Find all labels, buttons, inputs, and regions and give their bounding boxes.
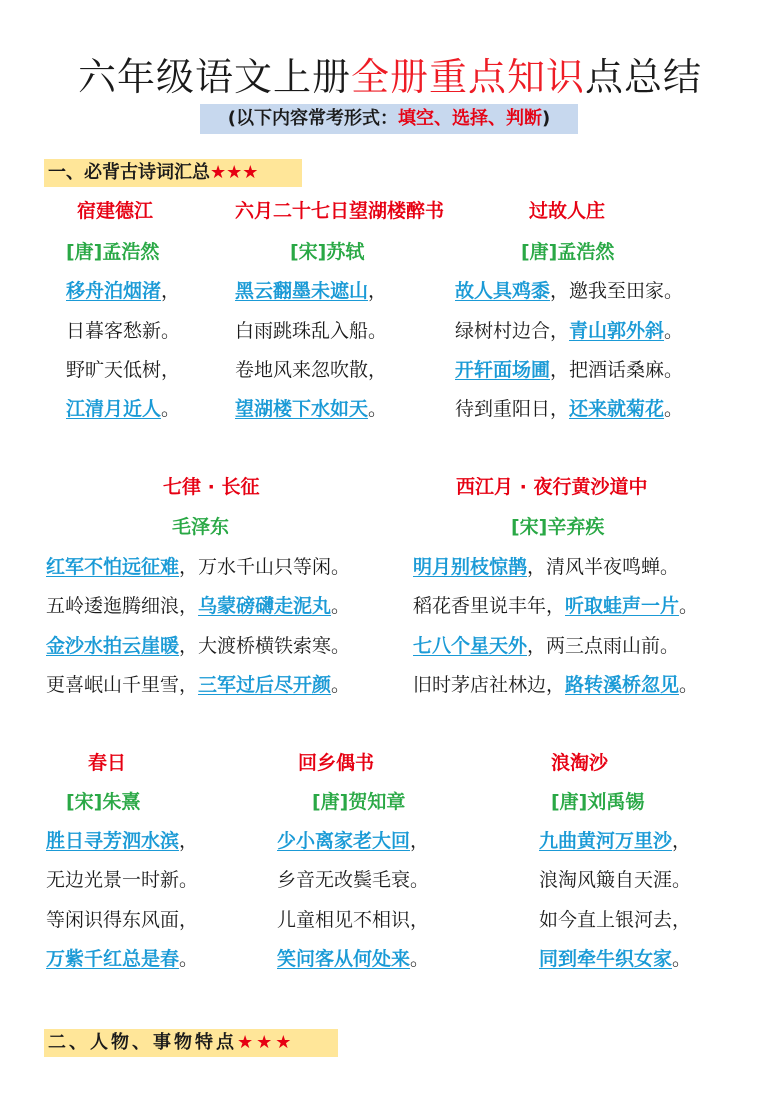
key-verse: 路转溪桥忽见 <box>565 674 680 696</box>
verse-text: 白雨跳珠乱入船。 <box>235 320 388 342</box>
key-verse: 黑云翻墨未遮山 <box>235 280 369 302</box>
verse-text: ，万水千山只等闲。 <box>179 556 351 578</box>
verse-text: 无边光景一时新。 <box>46 869 199 891</box>
poem-line <box>539 905 691 932</box>
poem-line <box>277 826 429 853</box>
poem-line <box>235 355 387 382</box>
key-verse: 江清月近人 <box>66 398 162 420</box>
key-verse: 青山郭外斜 <box>569 320 665 342</box>
title-part2: 点总结 <box>585 55 703 99</box>
verse-text: 野旷天低树， <box>66 359 181 381</box>
section-heading-text: 二、人物、事物特点 <box>48 1032 237 1053</box>
verse-text: 。 <box>679 595 699 617</box>
section-heading-text: 一、必背古诗词汇总 <box>48 162 210 183</box>
key-verse: 明月别枝惊鹊 <box>413 556 528 578</box>
subtitle-suffix: ) <box>542 108 551 129</box>
section-heading-characteristics <box>44 1029 338 1057</box>
poem-line <box>46 631 350 658</box>
verse-text: 待到重阳日， <box>455 398 570 420</box>
poem-line <box>455 276 683 303</box>
verse-text: 。 <box>679 674 699 696</box>
verse-text: 。 <box>368 398 388 420</box>
verse-text: 更喜岷山千里雪， <box>46 674 199 696</box>
key-verse: 还来就菊花 <box>569 398 665 420</box>
verse-text: 绿树村边合， <box>455 320 570 342</box>
key-verse: 少小离家老大回 <box>277 830 411 852</box>
poem-line <box>413 552 679 579</box>
key-verse: 移舟泊烟渚 <box>66 280 162 302</box>
poem-line <box>413 670 698 697</box>
poem-line <box>455 394 683 421</box>
poem-line <box>277 944 429 971</box>
key-verse: 望湖楼下水如天 <box>235 398 369 420</box>
verse-text: 等闲识得东风面， <box>46 909 199 931</box>
poem-title: 回乡偶书 <box>298 752 375 774</box>
key-verse: 胜日寻芳泗水滨 <box>46 830 180 852</box>
poem-line <box>46 905 198 932</box>
verse-text: ，大渡桥横铁索寒。 <box>179 635 351 657</box>
poem-line <box>66 394 180 421</box>
verse-text: ，两三点雨山前。 <box>527 635 680 657</box>
poem-title: 春日 <box>88 752 127 774</box>
poem-line <box>235 316 387 343</box>
poem-title: 浪淘沙 <box>551 752 609 774</box>
poem-line <box>539 944 691 971</box>
verse-text: 旧时茅店社林边， <box>413 674 566 696</box>
key-verse: 三军过后尽开颜 <box>198 674 332 696</box>
page-title <box>0 52 780 102</box>
poem-author: [唐]孟浩然 <box>66 241 160 263</box>
poem-author: [宋]辛弃疾 <box>511 516 605 538</box>
verse-text: 儿童相见不相识， <box>277 909 430 931</box>
verse-text: 。 <box>179 948 199 970</box>
poem-line <box>46 944 198 971</box>
section-stars: ★★★ <box>237 1032 295 1053</box>
verse-text: 。 <box>161 398 181 420</box>
verse-text: 五岭逶迤腾细浪， <box>46 595 199 617</box>
key-verse: 故人具鸡黍 <box>455 280 551 302</box>
poem-title: 过故人庄 <box>529 200 606 222</box>
poem-line <box>46 591 350 618</box>
poem-line <box>235 394 387 421</box>
key-verse: 红军不怕远征难 <box>46 556 180 578</box>
verse-text: 浪淘风簸自天涯。 <box>539 869 692 891</box>
verse-text: 卷地风来忽吹散， <box>235 359 388 381</box>
verse-text: ，邀我至田家。 <box>550 280 684 302</box>
key-verse: 乌蒙磅礴走泥丸 <box>198 595 332 617</box>
poem-line <box>235 276 387 303</box>
poem-line <box>455 355 683 382</box>
poem-line <box>539 826 691 853</box>
key-verse: 万紫千红总是春 <box>46 948 180 970</box>
verse-text: ，把酒话桑麻。 <box>550 359 684 381</box>
poem-line <box>66 276 180 303</box>
poem-author: [唐]贺知章 <box>312 791 406 813</box>
verse-text: 如今直上银河去， <box>539 909 692 931</box>
key-verse: 笑问客从何处来 <box>277 948 411 970</box>
key-verse: 开轩面场圃 <box>455 359 551 381</box>
verse-text: ， <box>672 830 692 852</box>
subtitle-prefix: (以下内容常考形式： <box>227 108 398 129</box>
verse-text: 。 <box>331 674 351 696</box>
verse-text: 乡音无改鬓毛衰。 <box>277 869 430 891</box>
poem-line <box>66 316 180 343</box>
verse-text: 日暮客愁新。 <box>66 320 181 342</box>
key-verse: 听取蛙声一片 <box>565 595 680 617</box>
verse-text: 。 <box>664 398 684 420</box>
poem-line <box>455 316 683 343</box>
poem-title: 西江月 · 夜行黄沙道中 <box>456 476 648 498</box>
poem-line <box>413 591 698 618</box>
verse-text: 。 <box>664 320 684 342</box>
poem-line <box>46 826 198 853</box>
section-stars: ★★★ <box>210 162 259 183</box>
key-verse: 七八个星天外 <box>413 635 528 657</box>
verse-text: 。 <box>331 595 351 617</box>
poem-title: 七律 · 长征 <box>163 476 260 498</box>
verse-text: ， <box>179 830 199 852</box>
poem-line <box>46 865 198 892</box>
poem-title: 宿建德江 <box>77 200 154 222</box>
verse-text: ， <box>410 830 430 852</box>
verse-text: 。 <box>410 948 430 970</box>
key-verse: 九曲黄河万里沙 <box>539 830 673 852</box>
poem-line <box>66 355 180 382</box>
poem-author: [唐]刘禹锡 <box>551 791 645 813</box>
poem-author: [唐]孟浩然 <box>521 241 615 263</box>
poem-author: [宋]苏轼 <box>290 241 365 263</box>
exam-forms-subtitle <box>200 104 578 134</box>
key-verse: 金沙水拍云崖暖 <box>46 635 180 657</box>
verse-text: ，清风半夜鸣蝉。 <box>527 556 680 578</box>
poem-line <box>277 905 429 932</box>
verse-text: ， <box>161 280 181 302</box>
poem-line <box>413 631 679 658</box>
poem-line <box>46 670 350 697</box>
poem-title: 六月二十七日望湖楼醉书 <box>235 200 445 222</box>
section-heading-poems <box>44 159 302 187</box>
title-highlight: 全册重点知识 <box>350 55 585 99</box>
subtitle-forms: 填空、选择、判断 <box>398 108 542 129</box>
poem-author: 毛泽东 <box>172 516 230 538</box>
title-part1: 六年级语文上册 <box>77 55 351 99</box>
poem-line <box>277 865 429 892</box>
verse-text: 。 <box>672 948 692 970</box>
poem-line <box>46 552 350 579</box>
key-verse: 同到牵牛织女家 <box>539 948 673 970</box>
poem-author: [宋]朱熹 <box>66 791 141 813</box>
verse-text: ， <box>368 280 388 302</box>
verse-text: 稻花香里说丰年， <box>413 595 566 617</box>
poem-line <box>539 865 691 892</box>
